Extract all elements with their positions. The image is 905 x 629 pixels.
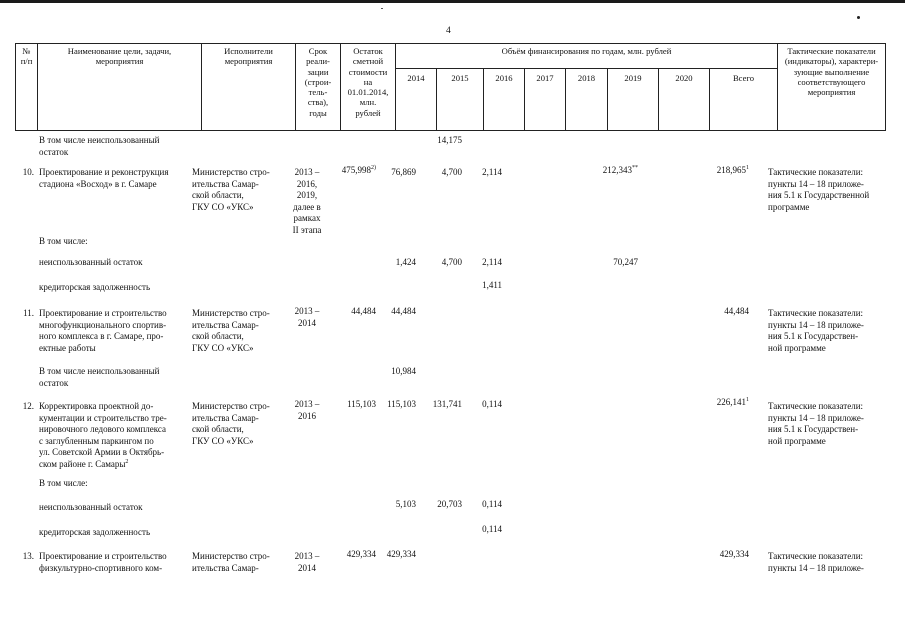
scan-top-border bbox=[0, 0, 905, 3]
scan-speck bbox=[857, 16, 860, 19]
row-remainder: 115,103 bbox=[347, 399, 376, 409]
row-name bbox=[39, 401, 186, 470]
total-value: 218,965 bbox=[716, 165, 746, 175]
row-executors: Министерство стро- ительства Самар- bbox=[192, 551, 270, 573]
row-executors: Министерство стро- ительства Самар- ской области, ГКУ СО «УКС» bbox=[192, 308, 270, 353]
cell-2015: 131,741 bbox=[432, 399, 462, 409]
cell-2014: 429,334 bbox=[386, 549, 416, 559]
cell-2014: 5,103 bbox=[395, 499, 416, 509]
name-footnote: 2 bbox=[125, 458, 129, 465]
row-name-text: Корректировка проектной до- кументации и строительство тре- нировочного ледового комплекса с заглубленным паркингом по ул. Советской Армии в Октябрь- ском районе г. Самары bbox=[39, 401, 167, 469]
cell-total bbox=[700, 165, 749, 177]
cell-total: 44,484 bbox=[724, 306, 749, 316]
header-name: Наименование цели, задачи, мероприятия bbox=[37, 43, 202, 131]
cell-2014: 76,869 bbox=[391, 167, 416, 177]
cell-total bbox=[700, 397, 749, 409]
cell-2014: 44,484 bbox=[391, 306, 416, 316]
header-year-2014: 2014 bbox=[395, 68, 437, 131]
cell-2014: 1,424 bbox=[395, 257, 416, 267]
row-name: Проектирование и строительство многофункционального спортив- ного комплекса в г. Самаре, про- ектные работы bbox=[39, 308, 167, 353]
cell-total: 429,334 bbox=[719, 549, 749, 559]
header-total: Всего bbox=[709, 68, 778, 131]
header-year-2017: 2017 bbox=[524, 68, 566, 131]
table-header bbox=[16, 44, 886, 131]
cell-2016: 1,411 bbox=[482, 280, 502, 290]
header-num: № п/п bbox=[15, 43, 38, 131]
row-label: В том числе: bbox=[39, 236, 88, 246]
header-year-2020: 2020 bbox=[658, 68, 710, 131]
row-term: 2013 – 2016 bbox=[294, 399, 320, 421]
row-number: 13. bbox=[22, 551, 34, 561]
row-label: В том числе неиспользованный остаток bbox=[39, 366, 160, 388]
row-name: Проектирование и строительство физкультурно-спортивного ком- bbox=[39, 551, 167, 573]
row-label: кредиторская задолженность bbox=[39, 282, 151, 292]
header-year-2018: 2018 bbox=[565, 68, 608, 131]
header-year-2016: 2016 bbox=[483, 68, 525, 131]
row-executors: Министерство стро- ительства Самар- ской области, ГКУ СО «УКС» bbox=[192, 401, 270, 446]
row-term: 2013 – 2016, 2019, далее в рамках II этапа bbox=[292, 167, 322, 235]
row-name-text: Проектирование и реконструкция стадиона «Восход» в г. Самаре bbox=[39, 167, 169, 189]
row-term: 2013 – 2014 bbox=[294, 306, 320, 328]
row-number: 11. bbox=[23, 308, 34, 318]
cell-2016: 0,114 bbox=[482, 499, 502, 509]
row-tactical: Тактические показатели: пункты 14 – 18 приложе- ния 5.1 к Государствен- ной программе bbox=[768, 401, 864, 446]
row-tactical: Тактические показатели: пункты 14 – 18 приложе- ния 5.1 к Государствен- ной программе bbox=[768, 308, 864, 353]
row-remainder bbox=[326, 165, 376, 177]
row-label: неиспользованный остаток bbox=[39, 502, 143, 512]
cell-2019: 70,247 bbox=[613, 257, 638, 267]
cell-2019 bbox=[590, 165, 638, 177]
row-remainder: 44,484 bbox=[351, 306, 376, 316]
row-label: кредиторская задолженность bbox=[39, 527, 151, 537]
row-number: 10. bbox=[22, 167, 34, 177]
cell-2019-footnote: ** bbox=[632, 165, 638, 171]
remainder-footnote: 2) bbox=[371, 165, 376, 171]
header-term: Срок реали- зации (строи- тель- ства), годы bbox=[295, 43, 341, 131]
remainder-value: 475,998 bbox=[341, 165, 371, 175]
header-funding: Объём финансирования по годам, млн. рублей bbox=[395, 43, 778, 69]
total-footnote: 1 bbox=[746, 397, 749, 403]
cell-2016: 0,114 bbox=[482, 399, 502, 409]
cell-2014: 115,103 bbox=[387, 399, 416, 409]
header-executors: Исполнители мероприятия bbox=[201, 43, 296, 131]
row-number: 12. bbox=[22, 401, 34, 411]
total-footnote: 1 bbox=[746, 165, 749, 171]
cell-2016: 2,114 bbox=[482, 167, 502, 177]
total-value: 226,141 bbox=[716, 397, 746, 407]
cell-2019-value: 212,343 bbox=[602, 165, 632, 175]
row-remainder: 429,334 bbox=[346, 549, 376, 559]
cell-2015: 20,703 bbox=[437, 499, 462, 509]
cell-2014: 10,984 bbox=[391, 366, 416, 376]
row-term: 2013 – 2014 bbox=[294, 551, 320, 573]
page-number: 4 bbox=[446, 26, 451, 36]
row-label: неиспользованный остаток bbox=[39, 257, 143, 267]
row-tactical: Тактические показатели: пункты 14 – 18 приложе- bbox=[768, 551, 864, 573]
row-label: В том числе: bbox=[39, 478, 88, 488]
cell-2016: 2,114 bbox=[482, 257, 502, 267]
row-label: В том числе неиспользованный остаток bbox=[39, 135, 160, 157]
row-name bbox=[39, 167, 186, 190]
cell-2016: 0,114 bbox=[482, 524, 502, 534]
header-year-2019: 2019 bbox=[607, 68, 659, 131]
header-year-2015: 2015 bbox=[436, 68, 484, 131]
cell-2015: 4,700 bbox=[441, 167, 462, 177]
row-tactical: Тактические показатели: пункты 14 – 18 приложе- ния 5.1 к Государственной программе bbox=[768, 167, 870, 212]
cell-2015: 14,175 bbox=[437, 135, 462, 145]
header-tactical: Тактические показатели (индикаторы), характери- зующие выполнение соответствующего мероприятия bbox=[777, 43, 886, 131]
row-executors: Министерство стро- ительства Самар- ской области, ГКУ СО «УКС» bbox=[192, 167, 270, 212]
cell-2015: 4,700 bbox=[441, 257, 462, 267]
header-remainder: Остаток сметной стоимости на 01.01.2014, млн. рублей bbox=[340, 43, 396, 131]
scan-speck bbox=[381, 8, 383, 9]
